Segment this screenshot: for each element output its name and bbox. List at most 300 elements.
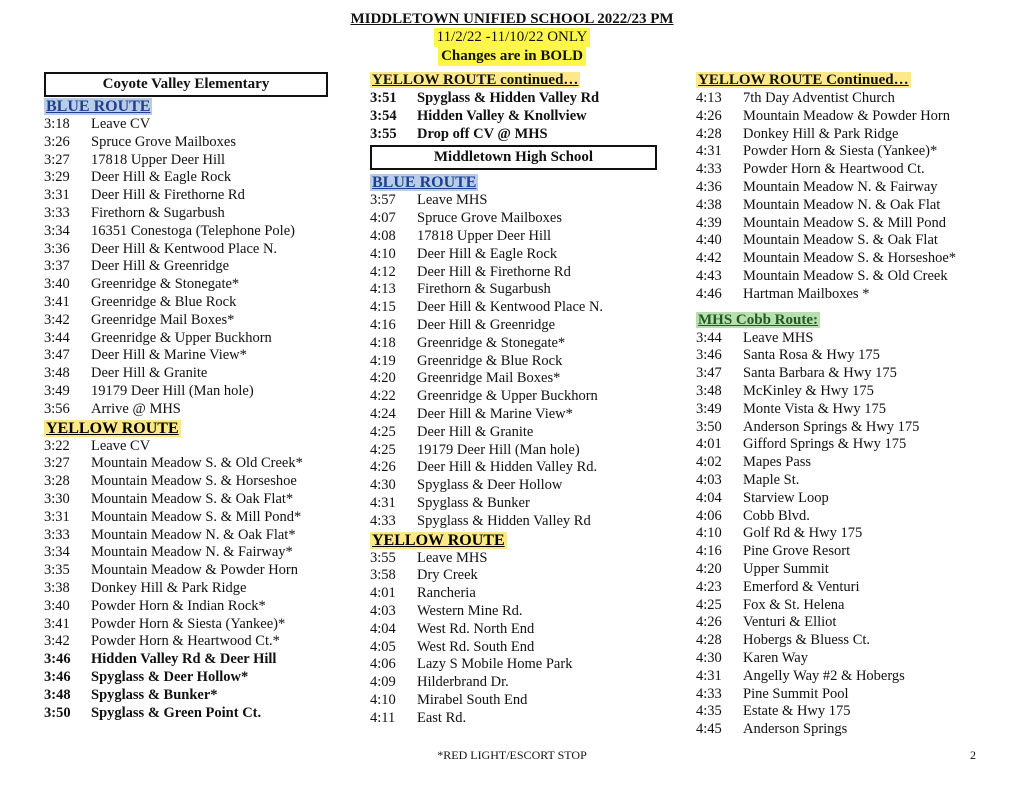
stop-row [44, 669, 344, 687]
stop-location: Mountain Meadow S. & Horseshoe [91, 473, 297, 490]
stop-time: 3:41 [44, 615, 70, 632]
stop-row [696, 419, 996, 437]
stop-location: Emerford & Venturi [743, 578, 860, 595]
stop-location: Arrive @ MHS [91, 400, 181, 417]
stop-time: 3:38 [44, 579, 70, 596]
stop-location: Spyglass & Bunker* [91, 686, 218, 703]
stop-row [44, 580, 344, 598]
stop-location: Spruce Grove Mailboxes [417, 210, 562, 227]
stop-time: 3:18 [44, 116, 70, 132]
stop-time: 3:46 [696, 347, 722, 364]
stop-location: Leave MHS [743, 329, 814, 346]
stop-row [44, 455, 344, 473]
stop-location: Greenridge Mail Boxes* [417, 370, 561, 387]
stop-row [696, 161, 996, 179]
stop-location: Hidden Valley Rd & Deer Hill [91, 651, 277, 668]
stop-location: Spyglass & Green Point Ct. [91, 704, 262, 721]
stop-location: 19179 Deer Hill (Man hole) [91, 382, 254, 399]
stop-location: Leave MHS [417, 549, 488, 566]
stop-row [696, 614, 996, 632]
stop-time: 4:31 [696, 667, 722, 684]
stop-location: Deer Hill & Granite [91, 365, 208, 382]
stop-location: Upper Summit [743, 560, 829, 577]
stop-time: 3:49 [44, 382, 70, 399]
stop-location: Donkey Hill & Park Ridge [743, 125, 899, 142]
stop-row [44, 401, 344, 419]
stop-row [370, 442, 680, 460]
stop-time: 4:13 [696, 90, 722, 106]
stop-row [696, 215, 996, 233]
stop-row [44, 276, 344, 294]
stop-location: Greenridge & Upper Buckhorn [91, 329, 272, 346]
column-coyote-valley [44, 70, 344, 722]
stop-time: 3:48 [44, 365, 70, 382]
stop-location: Angelly Way #2 & Hobergs [743, 667, 905, 684]
stop-row [370, 126, 680, 144]
stop-time: 3:36 [44, 240, 70, 257]
stop-row [44, 169, 344, 187]
stop-location: Mountain Meadow S. & Oak Flat* [91, 490, 294, 507]
stop-location: Mountain Meadow & Powder Horn [743, 107, 951, 124]
stop-row [696, 143, 996, 161]
stop-row [370, 317, 680, 335]
stop-row [696, 721, 996, 739]
stop-time: 4:03 [370, 602, 396, 619]
stop-time: 4:04 [696, 489, 722, 506]
stop-location: Deer Hill & Marine View* [91, 347, 247, 364]
stop-list [696, 330, 996, 739]
stop-row [696, 490, 996, 508]
stop-location: McKinley & Hwy 175 [743, 382, 874, 399]
stop-location: Estate & Hwy 175 [743, 703, 851, 720]
stop-location: Spyglass & Hidden Valley Rd [417, 512, 591, 529]
stop-location: Deer Hill & Eagle Rock [91, 169, 232, 186]
stop-location: Spyglass & Deer Hollow* [91, 668, 249, 685]
stop-time: 3:51 [370, 90, 397, 106]
stop-location: Western Mine Rd. [417, 602, 523, 619]
stop-location: Mountain Meadow S. & Old Creek [743, 267, 948, 284]
stop-location: Firethorn & Sugarbush [91, 204, 225, 221]
stop-row [370, 459, 680, 477]
stop-location: Lazy S Mobile Home Park [417, 656, 573, 673]
stop-row [44, 152, 344, 170]
stop-time: 4:01 [370, 585, 396, 602]
document-title: MIDDLETOWN UNIFIED SCHOOL 2022/23 PM [350, 11, 674, 27]
stop-location: 17818 Upper Deer Hill [91, 151, 226, 168]
stop-row [370, 108, 680, 126]
stop-time: 4:39 [696, 214, 722, 231]
stop-time: 4:28 [696, 125, 722, 142]
stop-list [370, 90, 680, 143]
stop-row [370, 495, 680, 513]
stop-location: Spyglass & Hidden Valley Rd [417, 90, 600, 106]
stop-row [696, 472, 996, 490]
stop-time: 4:26 [370, 459, 396, 476]
stop-time: 3:34 [44, 544, 70, 561]
stop-row [370, 424, 680, 442]
stop-location: Starview Loop [743, 489, 829, 506]
stop-time: 4:09 [370, 674, 396, 691]
stop-location: Deer Hill & Eagle Rock [417, 245, 558, 262]
stop-time: 4:30 [696, 649, 722, 666]
stop-time: 3:35 [44, 562, 70, 579]
school-heading: Middletown High School [370, 145, 657, 170]
stop-row [370, 477, 680, 495]
stop-location: Karen Way [743, 649, 808, 666]
stop-row [696, 454, 996, 472]
stop-location: Deer Hill & Greenridge [91, 258, 230, 275]
page-header [0, 10, 1024, 66]
stop-location: Powder Horn & Siesta (Yankee)* [91, 615, 286, 632]
stop-location: Mountain Meadow N. & Oak Flat [743, 196, 941, 213]
stop-row [44, 491, 344, 509]
stop-location: Mountain Meadow S. & Old Creek* [91, 455, 303, 472]
stop-time: 4:26 [696, 107, 722, 124]
stop-row [370, 567, 680, 585]
stop-location: Mirabel South End [417, 691, 528, 708]
stop-row [44, 544, 344, 562]
stop-location: 19179 Deer Hill (Man hole) [417, 441, 580, 458]
stop-row [370, 335, 680, 353]
stop-location: Mapes Pass [743, 454, 812, 471]
stop-row [370, 550, 680, 568]
stop-row [696, 650, 996, 668]
stop-row [44, 187, 344, 205]
stop-time: 4:16 [696, 543, 722, 560]
column-continued [696, 70, 996, 739]
stop-time: 3:34 [44, 222, 70, 239]
stop-time: 4:18 [370, 334, 396, 351]
stop-location: Powder Horn & Heartwood Ct. [743, 161, 925, 178]
stop-row [696, 90, 996, 108]
stop-location: Leave CV [91, 116, 151, 132]
stop-time: 4:25 [370, 441, 396, 458]
stop-location: Anderson Springs & Hwy 175 [743, 418, 920, 435]
stop-row [370, 656, 680, 674]
stop-time: 3:50 [696, 418, 722, 435]
stop-row [696, 232, 996, 250]
stop-row [44, 205, 344, 223]
stop-time: 4:45 [696, 721, 722, 738]
stop-row [44, 223, 344, 241]
stop-time: 4:05 [370, 638, 396, 655]
stop-time: 4:33 [696, 685, 722, 702]
stop-row [696, 108, 996, 126]
stop-row [696, 508, 996, 526]
stop-time: 3:37 [44, 258, 70, 275]
stop-time: 3:31 [44, 508, 70, 525]
stop-location: Greenridge & Blue Rock [417, 352, 563, 369]
stop-time: 3:22 [44, 437, 70, 454]
stop-location: Hilderbrand Dr. [417, 674, 509, 691]
stop-location: Anderson Springs [743, 721, 848, 738]
stop-location: West Rd. South End [417, 638, 535, 655]
stop-row [696, 383, 996, 401]
stop-row [696, 632, 996, 650]
stop-row [44, 347, 344, 365]
stop-time: 4:38 [696, 196, 722, 213]
stop-time: 3:42 [44, 311, 70, 328]
stop-location: Deer Hill & Firethorne Rd [417, 263, 571, 280]
stop-location: Deer Hill & Marine View* [417, 405, 573, 422]
stop-row [696, 561, 996, 579]
stop-row [44, 258, 344, 276]
stop-time: 3:27 [44, 151, 70, 168]
stop-time: 4:28 [696, 632, 722, 649]
stop-location: Hartman Mailboxes * [743, 285, 870, 302]
stop-time: 4:35 [696, 703, 722, 720]
stop-location: Santa Rosa & Hwy 175 [743, 347, 880, 364]
stop-row [696, 525, 996, 543]
stop-time: 4:11 [370, 709, 396, 726]
stop-location: Pine Summit Pool [743, 685, 849, 702]
stop-row [44, 383, 344, 401]
stop-row [696, 330, 996, 348]
stop-row [370, 692, 680, 710]
stop-time: 3:33 [44, 204, 70, 221]
stop-time: 3:47 [696, 365, 722, 382]
school-heading: Coyote Valley Elementary [44, 72, 328, 97]
stop-row [696, 347, 996, 365]
stop-time: 4:26 [696, 614, 722, 631]
stop-location: Cobb Blvd. [743, 507, 810, 524]
stop-list [696, 90, 996, 304]
stop-time: 4:33 [696, 161, 722, 178]
stop-row [696, 686, 996, 704]
stop-time: 3:48 [696, 382, 722, 399]
route-heading-yellow-continued: YELLOW ROUTE continued… [372, 72, 579, 88]
stop-time: 3:58 [370, 567, 396, 584]
stop-row [370, 621, 680, 639]
stop-row [696, 365, 996, 383]
stop-row [370, 370, 680, 388]
stop-location: Pine Grove Resort [743, 543, 851, 560]
stop-location: Mountain Meadow S. & Oak Flat [743, 232, 938, 249]
stop-location: Maple St. [743, 471, 800, 488]
column-middletown-high [370, 70, 680, 728]
stop-time: 4:10 [696, 525, 722, 542]
stop-row [696, 401, 996, 419]
stop-time: 3:54 [370, 107, 397, 124]
stop-time: 4:12 [370, 263, 396, 280]
stop-time: 4:01 [696, 436, 722, 453]
stop-row [696, 436, 996, 454]
stop-location: Greenridge & Blue Rock [91, 293, 237, 310]
stop-location: Mountain Meadow N. & Oak Flat* [91, 526, 296, 543]
stop-row [370, 281, 680, 299]
stop-row [696, 703, 996, 721]
stop-row [696, 250, 996, 268]
stop-time: 3:47 [44, 347, 70, 364]
stop-time: 3:49 [696, 400, 722, 417]
stop-location: Leave CV [91, 437, 151, 454]
stop-time: 4:08 [370, 227, 396, 244]
stop-row [44, 598, 344, 616]
stop-location: Drop off CV @ MHS [417, 125, 548, 142]
stop-row [44, 241, 344, 259]
stop-row [370, 210, 680, 228]
stop-row [696, 286, 996, 304]
stop-time: 4:03 [696, 471, 722, 488]
stop-row [44, 116, 344, 134]
stop-time: 4:30 [370, 477, 396, 494]
route-heading-blue: BLUE ROUTE [372, 174, 477, 192]
stop-location: Mountain Meadow N. & Fairway* [91, 544, 293, 561]
stop-location: Deer Hill & Granite [417, 423, 534, 440]
stop-time: 3:30 [44, 490, 70, 507]
stop-row [44, 330, 344, 348]
date-range: 11/2/22 -11/10/22 ONLY [434, 28, 591, 47]
stop-time: 4:33 [370, 512, 396, 529]
stop-row [696, 197, 996, 215]
stop-time: 4:46 [696, 285, 722, 302]
stop-location: Monte Vista & Hwy 175 [743, 400, 887, 417]
stop-location: Deer Hill & Hidden Valley Rd. [417, 459, 598, 476]
stop-time: 4:15 [370, 299, 396, 316]
stop-row [44, 616, 344, 634]
stop-row [44, 312, 344, 330]
stop-time: 3:28 [44, 473, 70, 490]
stop-row [44, 651, 344, 669]
stop-list [370, 550, 680, 728]
stop-row [370, 264, 680, 282]
stop-time: 4:23 [696, 578, 722, 595]
stop-row [370, 603, 680, 621]
stop-time: 4:22 [370, 388, 396, 405]
stop-time: 4:04 [370, 620, 396, 637]
stop-location: Donkey Hill & Park Ridge [91, 579, 247, 596]
stop-time: 3:41 [44, 293, 70, 310]
stop-location: Venturi & Elliot [743, 614, 837, 631]
stop-time: 3:55 [370, 125, 397, 142]
changes-note: Changes are in BOLD [438, 47, 586, 66]
stop-row [370, 90, 680, 108]
stop-location: Greenridge & Stonegate* [417, 334, 566, 351]
stop-location: Spyglass & Deer Hollow [417, 477, 563, 494]
stop-row [696, 179, 996, 197]
stop-time: 4:10 [370, 691, 396, 708]
stop-row [44, 473, 344, 491]
stop-location: Greenridge Mail Boxes* [91, 311, 235, 328]
stop-time: 3:48 [44, 686, 71, 703]
stop-location: Leave MHS [417, 192, 488, 209]
stop-row [370, 406, 680, 424]
stop-time: 4:16 [370, 316, 396, 333]
stop-time: 4:31 [370, 494, 396, 511]
route-heading-yellow: YELLOW ROUTE [372, 531, 505, 549]
stop-location: Greenridge & Stonegate* [91, 276, 240, 293]
stop-time: 3:44 [44, 329, 70, 346]
stop-location: Fox & St. Helena [743, 596, 845, 613]
stop-time: 3:46 [44, 668, 71, 685]
stop-row [370, 674, 680, 692]
footnote: *RED LIGHT/ESCORT STOP [437, 748, 587, 762]
stop-time: 4:25 [370, 423, 396, 440]
stop-time: 3:46 [44, 651, 71, 668]
stop-location: Mountain Meadow S. & Horseshoe* [743, 250, 957, 267]
stop-time: 4:20 [696, 560, 722, 577]
stop-location: Deer Hill & Kentwood Place N. [91, 240, 278, 257]
stop-row [696, 268, 996, 286]
stop-row [44, 527, 344, 545]
stop-location: 7th Day Adventist Church [743, 90, 895, 106]
stop-row [370, 228, 680, 246]
stop-location: Gifford Springs & Hwy 175 [743, 436, 907, 453]
stop-location: 17818 Upper Deer Hill [417, 227, 552, 244]
stop-location: Deer Hill & Kentwood Place N. [417, 299, 604, 316]
stop-row [44, 365, 344, 383]
stop-time: 3:33 [44, 526, 70, 543]
stop-location: 16351 Conestoga (Telephone Pole) [91, 222, 295, 239]
stop-location: Powder Horn & Indian Rock* [91, 597, 266, 614]
stop-row [696, 126, 996, 144]
stop-time: 4:43 [696, 267, 722, 284]
stop-time: 3:40 [44, 597, 70, 614]
stop-row [44, 438, 344, 456]
stop-row [44, 633, 344, 651]
stop-row [44, 687, 344, 705]
stop-row [370, 299, 680, 317]
stop-location: Mountain Meadow N. & Fairway [743, 178, 938, 195]
stop-row [44, 509, 344, 527]
stop-time: 3:55 [370, 549, 396, 566]
stop-row [696, 597, 996, 615]
stop-row [370, 246, 680, 264]
stop-location: Powder Horn & Siesta (Yankee)* [743, 143, 938, 160]
route-heading-yellow: YELLOW ROUTE [46, 419, 179, 437]
stop-location: Golf Rd & Hwy 175 [743, 525, 863, 542]
stop-row [44, 294, 344, 312]
stop-time: 4:06 [696, 507, 722, 524]
stop-time: 3:44 [696, 329, 722, 346]
stop-time: 4:13 [370, 281, 396, 298]
stop-row [696, 668, 996, 686]
stop-row [370, 513, 680, 531]
stop-location: Hidden Valley & Knollview [417, 107, 587, 124]
stop-row [370, 192, 680, 210]
stop-row [696, 579, 996, 597]
stop-list [370, 192, 680, 530]
stop-location: Mountain Meadow S. & Mill Pond [743, 214, 947, 231]
stop-row [44, 562, 344, 580]
stop-location: Santa Barbara & Hwy 175 [743, 365, 897, 382]
stop-time: 4:06 [370, 656, 396, 673]
stop-location: Hobergs & Bluess Ct. [743, 632, 871, 649]
stop-time: 3:31 [44, 187, 70, 204]
stop-row [44, 134, 344, 152]
stop-time: 4:24 [370, 405, 396, 422]
stop-time: 4:20 [370, 370, 396, 387]
stop-location: East Rd. [417, 709, 467, 726]
route-heading-blue: BLUE ROUTE [46, 98, 151, 115]
stop-time: 4:02 [696, 454, 722, 471]
page-number: 2 [970, 748, 976, 762]
stop-time: 3:40 [44, 276, 70, 293]
stop-row [370, 353, 680, 371]
stop-location: Dry Creek [417, 567, 478, 584]
stop-time: 4:25 [696, 596, 722, 613]
stop-location: Firethorn & Sugarbush [417, 281, 551, 298]
stop-location: Spruce Grove Mailboxes [91, 133, 236, 150]
stop-row [44, 705, 344, 723]
stop-time: 4:19 [370, 352, 396, 369]
stop-location: Deer Hill & Greenridge [417, 316, 556, 333]
stop-time: 3:27 [44, 455, 70, 472]
stop-time: 4:10 [370, 245, 396, 262]
stop-time: 4:07 [370, 210, 396, 227]
stop-time: 3:26 [44, 133, 70, 150]
stop-time: 3:56 [44, 400, 70, 417]
